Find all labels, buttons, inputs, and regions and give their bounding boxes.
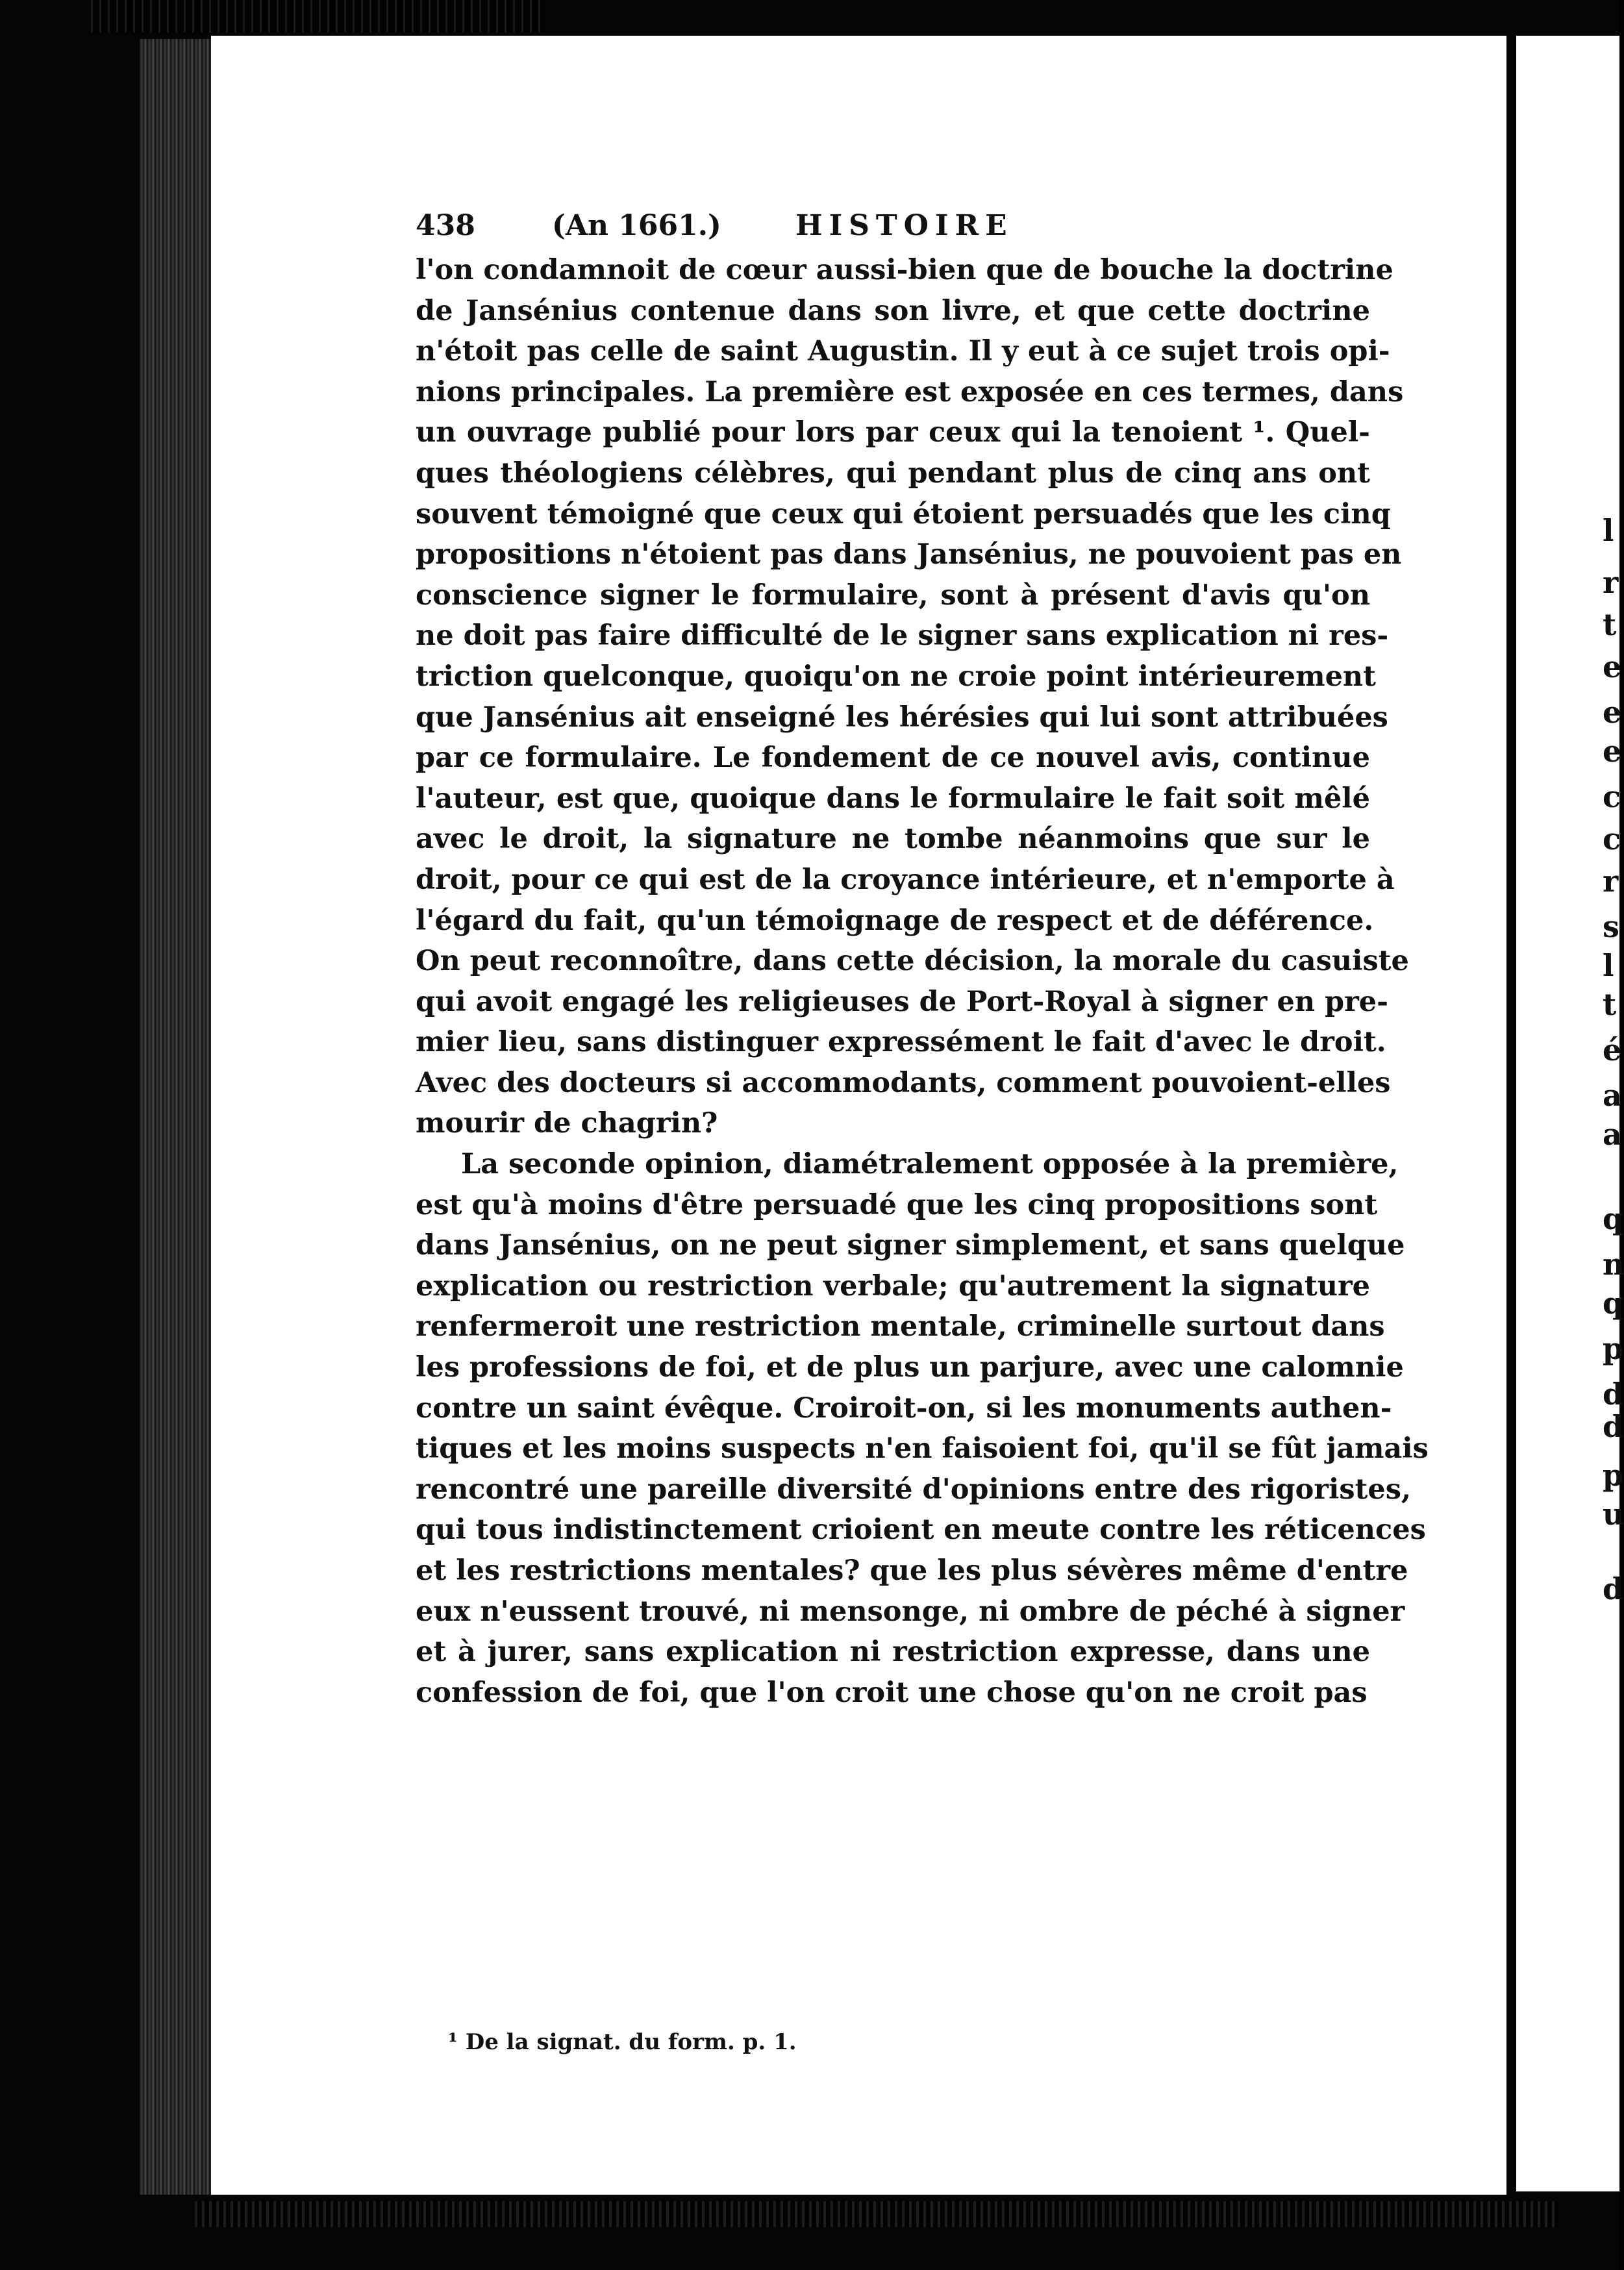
facing-page-fragment: l bbox=[1603, 513, 1614, 548]
facing-page-fragment: d bbox=[1603, 1377, 1624, 1412]
text-line: mier lieu, sans distinguer expressément le fait d'avec le droit. bbox=[416, 1026, 1386, 1059]
text-line: qui avoit engagé les religieuses de Port-Royal à signer en pre- bbox=[416, 985, 1388, 1018]
text-line: n'étoit pas celle de saint Augustin. Il y eut à ce sujet trois opi- bbox=[416, 335, 1390, 368]
text-line: triction quelconque, quoiqu'on ne croie point intérieurement bbox=[416, 660, 1377, 693]
text-line: confession de foi, que l'on croit une chose qu'on ne croit pas bbox=[416, 1676, 1368, 1709]
text-line: conscience signer le formulaire, sont à présent d'avis qu'on bbox=[416, 579, 1370, 612]
text-line: renfermeroit une restriction mentale, criminelle surtout dans bbox=[416, 1310, 1385, 1343]
text-line: propositions n'étoient pas dans Jansénius, ne pouvoient pas en bbox=[416, 538, 1402, 571]
text-line: l'on condamnoit de cœur aussi-bien que de bouche la doctrine bbox=[416, 254, 1393, 286]
facing-page-fragment: c bbox=[1603, 821, 1621, 856]
book-spine bbox=[140, 39, 214, 2195]
text-line: l'auteur, est que, quoique dans le formulaire le fait soit mêlé bbox=[416, 782, 1370, 815]
text-line: par ce formulaire. Le fondement de ce nouvel avis, continue bbox=[416, 742, 1370, 775]
scan-noise-top bbox=[91, 0, 545, 32]
text-line: que Jansénius ait enseigné les hérésies qui lui sont attribuées bbox=[416, 701, 1388, 734]
facing-page-fragment: l bbox=[1603, 948, 1614, 983]
text-line: explication ou restriction verbale; qu'autrement la signature bbox=[416, 1269, 1370, 1303]
header-year: (An 1661.) bbox=[552, 209, 721, 242]
header-title: HISTOIRE bbox=[795, 209, 1014, 242]
text-line: mourir de chagrin? bbox=[416, 1107, 718, 1140]
text-line: les professions de foi, et de plus un parjure, avec une calomnie bbox=[416, 1351, 1404, 1384]
text-line: eux n'eussent trouvé, ni mensonge, ni ombre de péché à signer bbox=[416, 1595, 1405, 1628]
text-line: nions principales. La première est exposée en ces termes, dans bbox=[416, 375, 1404, 408]
text-line: de Jansénius contenue dans son livre, et que cette doctrine bbox=[416, 294, 1370, 327]
text-line: ne doit pas faire difficulté de le signer sans explication ni res- bbox=[416, 619, 1389, 653]
facing-page-fragment: e bbox=[1603, 734, 1622, 769]
facing-page-fragment: d bbox=[1603, 1571, 1624, 1606]
text-line: un ouvrage publié pour lors par ceux qui la tenoient ¹. Quel- bbox=[416, 416, 1370, 449]
text-line: droit, pour ce qui est de la croyance intérieure, et n'emporte à bbox=[416, 863, 1395, 896]
text-line: souvent témoigné que ceux qui étoient persuadés que les cinq bbox=[416, 497, 1391, 530]
facing-page-fragment: é bbox=[1603, 1032, 1622, 1067]
facing-page-fragment: q bbox=[1603, 1286, 1624, 1321]
text-line: et les restrictions mentales? que les plus sévères même d'entre bbox=[416, 1554, 1408, 1587]
facing-page-fragment: q bbox=[1603, 1201, 1624, 1236]
facing-page-fragment: a bbox=[1603, 1078, 1622, 1113]
text-line: dans Jansénius, on ne peut signer simplement, et sans quelque bbox=[416, 1229, 1405, 1262]
footnote: ¹ De la signat. du form. p. 1. bbox=[448, 2029, 797, 2055]
text-line: On peut reconnoître, dans cette décision, la morale du casuiste bbox=[416, 945, 1409, 978]
body-text bbox=[416, 250, 1429, 1713]
facing-page-fragment: u bbox=[1603, 1497, 1624, 1532]
facing-page-fragment: p bbox=[1603, 1458, 1624, 1493]
facing-page-fragment: n bbox=[1603, 1247, 1624, 1282]
text-line: tiques et les moins suspects n'en faisoient foi, qu'il se fût jamais bbox=[416, 1432, 1429, 1466]
text-line: qui tous indistinctement crioient en meute contre les réticences bbox=[416, 1514, 1426, 1547]
facing-page-fragment: r bbox=[1603, 864, 1619, 899]
facing-page-fragment: e bbox=[1603, 695, 1622, 730]
facing-page bbox=[1516, 36, 1624, 2191]
scan-noise-bottom bbox=[195, 2201, 1558, 2227]
text-line: ques théologiens célèbres, qui pendant plus de cinq ans ont bbox=[416, 456, 1370, 490]
text-line: contre un saint évêque. Croiroit-on, si les monuments authen- bbox=[416, 1391, 1392, 1425]
text-line: l'égard du fait, qu'un témoignage de respect et de déférence. bbox=[416, 904, 1374, 937]
facing-page-fragment: p bbox=[1603, 1331, 1624, 1366]
facing-page-fragment: d bbox=[1603, 1409, 1624, 1444]
text-line: rencontré une pareille diversité d'opinions entre des rigoristes, bbox=[416, 1473, 1411, 1506]
facing-page-fragment: a bbox=[1603, 1117, 1622, 1152]
text-line: et à jurer, sans explication ni restriction expresse, dans une bbox=[416, 1636, 1370, 1669]
facing-page-fragment: c bbox=[1603, 779, 1621, 814]
text-line: avec le droit, la signature ne tombe néanmoins que sur le bbox=[416, 823, 1370, 856]
page-number: 438 bbox=[416, 209, 475, 242]
facing-page-fragment: t bbox=[1603, 607, 1617, 642]
text-line: La seconde opinion, diamétralement opposée à la première, bbox=[461, 1148, 1399, 1181]
facing-page-fragment: r bbox=[1603, 565, 1619, 600]
text-line: est qu'à moins d'être persuadé que les cinq propositions sont bbox=[416, 1188, 1378, 1221]
facing-page-fragment: e bbox=[1603, 649, 1622, 684]
text-line: Avec des docteurs si accommodants, comment pouvoient-elles bbox=[416, 1066, 1391, 1099]
running-header bbox=[416, 209, 1370, 248]
facing-page-fragment: t bbox=[1603, 987, 1617, 1022]
facing-page-fragment: s bbox=[1603, 909, 1619, 944]
